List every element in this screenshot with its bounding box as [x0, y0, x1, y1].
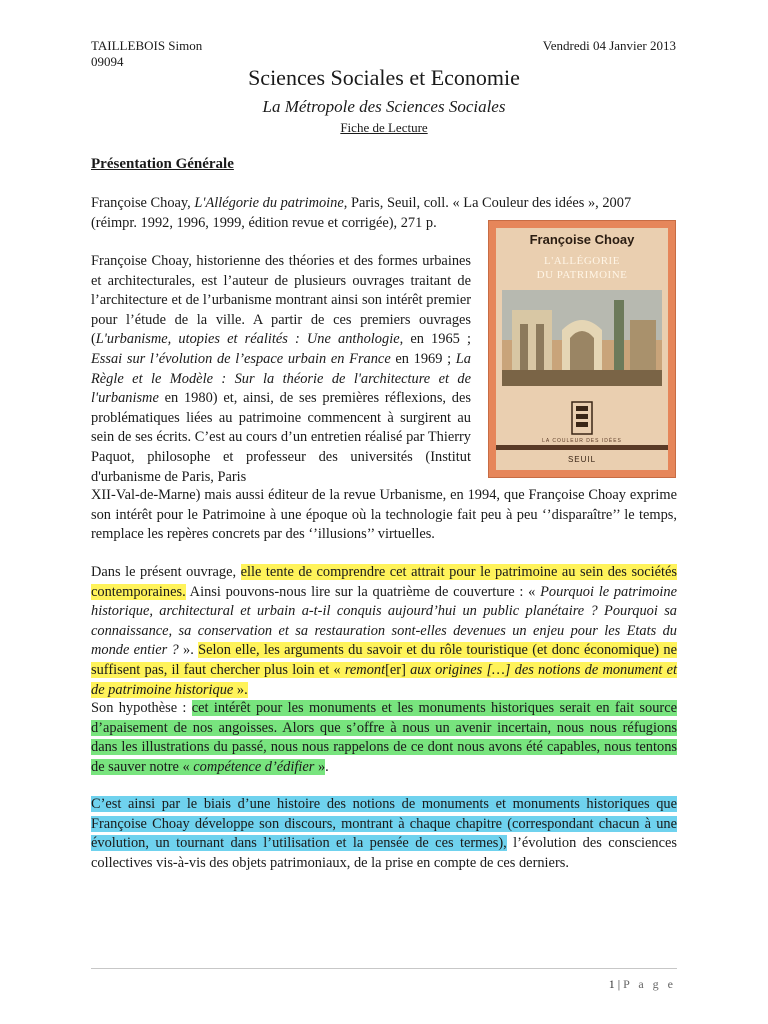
page-label: P a g e	[623, 977, 676, 991]
bio-text-3: en 1969 ;	[390, 350, 456, 367]
bio-paragraph-continued: XII-Val-de-Marne) mais aussi éditeur de la revue Urbanisme, en 1994, que Françoise Choay exprime son intérêt pour le Patrimoine à une époque où la technologie fait peu à peu ‘’disparaître’’ le temps, remplace les repères concrets par des ‘’illusions’’ virtuelles.	[91, 487, 677, 543]
document-subtitle: La Métropole des Sciences Sociales	[262, 97, 506, 116]
p4-text-1: l’évolution des consciences collectives vis-à-vis des objets patrimoniaux, de la prise en compte de ces derniers.	[91, 835, 677, 871]
bio-text-1: Françoise Choay, historienne des théories et des formes urbaines et architecturales, est l’auteur de plusieurs ouvrages traitant de l’architecture et de l’urbanisme montrant ainsi son intérêt premier pour l’étude de la ville. A partir de ces premiers ouvrages (	[91, 253, 471, 348]
header-date: Vendredi 04 Janvier 2013	[542, 38, 676, 53]
paragraph-hypothesis	[91, 699, 677, 777]
highlight-blue-1: C’est ainsi par le biais d’une histoire des notions de monuments et monuments historiques que Françoise Choay développe son discours, montrant à chaque chapitre (correspondant chacun à une évolution, un tournant dans l’utilisation et la pensée de ces termes),	[91, 796, 677, 852]
page-number-value: 1	[608, 977, 615, 991]
hl2-bracket: [er]	[385, 661, 411, 678]
p3-text-1: Son hypothèse :	[91, 700, 192, 716]
page-number	[609, 977, 676, 992]
hl-green-end: »	[314, 758, 326, 775]
ref-book-title: L'Allégorie du patrimoine	[194, 195, 344, 211]
bio-text-2: , en 1965 ;	[399, 331, 471, 348]
p2-text-2: Ainsi pouvons-nous lire sur la quatrième de couverture : «	[185, 583, 541, 600]
hl-green-text: Alors que s’offre à nous un avenir incertain, nous nous réfugions dans les illustrations du passé, nous nous rappelons de ce dont nous avons été capables, nous tentons de sauver notre «	[91, 719, 677, 775]
header-author: TAILLEBOIS Simon	[91, 38, 203, 53]
highlight-yellow-1: elle tente de comprendre cet attrait pour le patrimoine au sein des sociétés contemporaines.	[91, 564, 677, 600]
hl-green-italic: compétence d’édifier	[193, 758, 315, 775]
bio-paragraph	[91, 252, 471, 487]
cover-collection: LA COULEUR DES IDÉES	[542, 438, 622, 444]
p3-text-2: .	[325, 758, 329, 775]
bio-book-2: Essai sur l’évolution de l’espace urbain en France	[91, 350, 391, 367]
ref-publication: , Paris, Seuil, coll. « La Couleur des idées », 2007	[343, 195, 632, 211]
bio-book-1: L'urbanisme, utopies et réalités : Une anthologie	[95, 331, 400, 348]
cover-title	[496, 254, 668, 282]
hl2-text: Selon elle, les arguments du savoir et du rôle touristique (et donc économique) ne suffisent pas, il faut chercher plus loin et «	[91, 642, 677, 678]
document-title: Sciences Sociales et Economie	[248, 65, 520, 90]
back-cover-quote: Pourquoi le patrimoine historique, architectural et urbain a-t-il conquis aujourd’hui un public planétaire ? Pourquoi sa connaissance, sa conservation et sa restauration sont-elles devenues un enjeu pour les Etats du monde entier ?	[91, 583, 678, 659]
ref-edition: (réimpr. 1992, 1996, 1999, édition revue et corrigée), 271 p.	[91, 214, 437, 231]
section-title: Présentation Générale	[91, 156, 234, 172]
cover-author: Françoise Choay	[529, 232, 635, 247]
paragraph-method	[91, 795, 677, 873]
header-student-id: 09094	[91, 54, 124, 69]
paragraph-objective	[91, 563, 677, 700]
cover-publisher: SEUIL	[567, 455, 597, 464]
seuil-logo-icon	[564, 398, 600, 438]
cover-painting	[502, 290, 662, 386]
bio-book-3: La Règle et le Modèle : Sur la théorie de l'architecture et de l'urbanisme	[91, 350, 471, 407]
footer-divider	[91, 968, 677, 969]
hl2-end: ».	[233, 681, 248, 698]
cover-title-line1: L'ALLÉGORIE	[544, 255, 620, 267]
document-type: Fiche de Lecture	[340, 120, 428, 135]
bio-text-4: en 1980) et, ainsi, de ses premières réflexions, des problématiques liées au patrimoine commencent à surgirent au sein de ses écrits. C’est au cours d’un entretien réalisé par Thierry Paquot, philosophe et professeur des universités (Institut d'urbanisme de Paris, Paris	[91, 390, 471, 485]
p2-text-3: ».	[178, 642, 199, 659]
highlight-green-1: cet intérêt pour les monuments et les monuments historiques serait en fait source d’apaisement de nos angoisses.	[91, 700, 677, 736]
book-cover-image	[489, 221, 675, 477]
hl2-italic: remont	[344, 661, 386, 678]
p2-text-1: Dans le présent ouvrage,	[91, 564, 241, 580]
cover-title-line2: DU PATRIMOINE	[536, 269, 628, 281]
hl2-italic-2: aux origines […] des notions de monument et de patrimoine historique	[91, 661, 677, 698]
ref-author: Françoise Choay,	[91, 195, 195, 211]
page-number-separator: |	[614, 977, 624, 991]
cover-band	[496, 445, 668, 450]
